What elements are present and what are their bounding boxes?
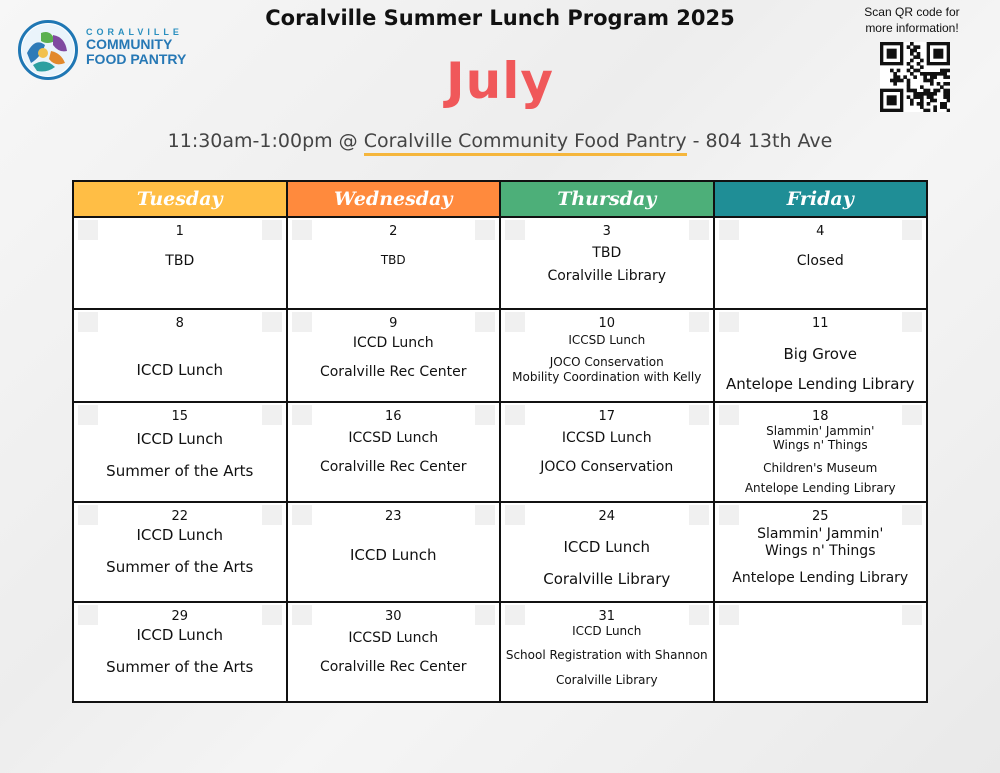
calendar-cell-content [501,603,713,701]
calendar-day-cell [73,602,287,702]
cell-corner-decoration [719,220,739,240]
calendar-week-row [73,402,927,502]
qr-module [917,69,921,73]
qr-module [907,69,911,73]
day-number: 30 [384,609,402,624]
qr-label-line-1: Scan QR code for [864,5,960,19]
day-number: 18 [811,409,829,424]
cell-corner-decoration [292,220,312,240]
qr-module [927,72,931,76]
event-line: Antelope Lending Library [744,481,896,496]
qr-module [943,89,947,93]
qr-module [920,65,924,69]
cell-corner-decoration [78,505,98,525]
calendar-day-cell [73,217,287,309]
month-title: July [446,52,554,110]
calendar-cell-content [715,218,927,308]
qr-module [920,95,924,99]
calendar-day-cell [500,309,714,402]
qr-module [943,69,947,73]
qr-module [940,72,944,76]
qr-module [920,99,924,103]
logo-line-1: CORALVILLE [86,27,183,37]
qr-module [907,82,911,86]
qr-module [943,95,947,99]
cell-corner-decoration [902,405,922,425]
calendar-day-cell [714,217,928,309]
cell-corner-decoration [902,312,922,332]
event-line: ICCD Lunch [352,335,434,351]
qr-module [930,92,934,96]
calendar-day-cell [500,502,714,602]
calendar-header-row [73,181,927,217]
event-line: ICCSD Lunch [561,430,652,446]
logo-line-3: FOOD PANTRY [86,51,187,68]
calendar-day-cell [714,402,928,502]
qr-module [943,102,947,106]
qr-module [907,45,911,49]
qr-module [933,109,937,112]
cell-corner-decoration [475,220,495,240]
cell-corner-decoration [475,605,495,625]
qr-label-line-2: more information! [865,21,959,35]
event-line: Antelope Lending Library [725,375,915,393]
qr-module [923,79,927,83]
event-line: TBD [380,253,406,267]
day-number: 9 [389,316,398,331]
event-line: Summer of the Arts [106,558,254,576]
qr-module [933,75,937,79]
qr-module [937,82,941,86]
qr-module [907,89,911,93]
header-thursday: Thursday [500,181,714,217]
qr-module [903,75,907,79]
calendar-day-cell [287,217,501,309]
qr-module [910,42,914,46]
qr-module [937,89,941,93]
address-text: - 804 13th Ave [692,130,833,152]
calendar-week-row [73,602,927,702]
qr-module [940,105,944,109]
calendar-cell-content [74,603,286,701]
event-line: Coralville Library [555,672,658,687]
qr-module [913,55,917,59]
cell-corner-decoration [505,505,525,525]
cell-corner-decoration [262,312,282,332]
event-line: Coralville Library [547,267,667,284]
qr-module [943,105,947,109]
qr-module [920,102,924,106]
calendar-cell-content [288,503,500,601]
cell-corner-decoration [505,405,525,425]
day-number: 11 [811,316,829,331]
day-number: 31 [598,609,616,624]
event-line: TBD [165,253,195,269]
qr-module [907,62,911,66]
event-line: Mobility Coordination with Kelly [512,369,702,384]
qr-module [910,102,914,106]
calendar-day-cell [500,402,714,502]
event-line: Children's Museum [763,460,878,475]
event-line: Coralville Library [543,570,671,588]
qr-module [910,72,914,76]
event-line: Coralville Rec Center [319,363,467,380]
calendar-day-cell [73,309,287,402]
qr-module [917,62,921,66]
calendar-day-cell [287,602,501,702]
event-line: Antelope Lending Library [732,569,909,586]
calendar-day-cell [287,502,501,602]
qr-module [920,72,924,76]
event-line: Closed [796,253,844,269]
cell-corner-decoration [292,605,312,625]
event-line: TBD [592,245,622,261]
event-line: Big Grove [783,345,857,363]
day-number: 24 [598,509,616,524]
qr-module [923,75,927,79]
day-number: 17 [598,409,616,424]
calendar-cell-content [501,218,713,308]
qr-module [923,109,927,112]
qr-module [887,95,897,105]
event-line: Slammin' Jammin' [766,424,875,438]
cell-corner-decoration [689,220,709,240]
cell-corner-decoration [505,605,525,625]
calendar-cell-content [74,218,286,308]
cell-corner-decoration [78,220,98,240]
day-number: 2 [389,224,398,239]
qr-module [913,92,917,96]
event-line: Wings n' Things [772,438,868,453]
qr-module [920,59,924,63]
calendar-day-cell [500,602,714,702]
cell-corner-decoration [689,405,709,425]
qr-module [897,69,901,73]
event-line: ICCD Lunch [136,626,224,644]
qr-module [940,102,944,106]
qr-module [907,85,911,89]
qr-module [913,49,917,53]
qr-module [893,72,897,76]
calendar-cell-content [288,218,500,308]
calendar-day-cell [73,502,287,602]
qr-module [907,79,911,83]
event-line: ICCD Lunch [136,430,224,448]
day-number: 15 [171,409,189,424]
event-line: ICCD Lunch [136,526,224,544]
day-number: 29 [171,609,189,624]
calendar-cell-content [74,310,286,401]
event-line: ICCSD Lunch [568,333,646,347]
qr-module [930,99,934,103]
calendar-cell-content [288,603,500,701]
calendar-table [72,180,928,703]
calendar-cell-content [288,403,500,501]
qr-module [943,75,947,79]
event-line: ICCSD Lunch [348,430,439,446]
event-line: Coralville Rec Center [319,658,467,675]
event-line: Coralville Rec Center [319,458,467,475]
schedule-subtitle [0,130,1000,152]
qr-module [887,49,897,59]
qr-module [927,92,931,96]
qr-module [917,55,921,59]
cell-corner-decoration [719,312,739,332]
calendar-day-cell [714,602,928,702]
qr-module [930,75,934,79]
qr-module [930,82,934,86]
location-text: Coralville Community Food Pantry [364,130,687,156]
day-number: 25 [811,509,829,524]
logo-line-2: COMMUNITY [86,36,173,53]
event-line: ICCD Lunch [563,538,651,556]
event-line: School Registration with Shannon [505,648,708,663]
qr-module [947,95,950,99]
qr-module [913,95,917,99]
event-line: JOCO Conservation [549,355,664,370]
qr-module [910,65,914,69]
qr-module [917,45,921,49]
qr-module [930,72,934,76]
qr-module [920,105,924,109]
day-number: 3 [602,224,611,239]
qr-module [913,69,917,73]
qr-module [927,95,931,99]
cell-corner-decoration [292,505,312,525]
calendar-day-cell [714,502,928,602]
qr-module [913,45,917,49]
cell-corner-decoration [505,220,525,240]
header-wednesday: Wednesday [287,181,501,217]
calendar-cell-content [715,503,927,601]
qr-module [943,92,947,96]
cell-corner-decoration [262,405,282,425]
qr-module [927,89,931,93]
calendar-cell-content [288,310,500,401]
qr-module [927,102,931,106]
calendar-cell-content [501,310,713,401]
event-line: ICCD Lunch [136,361,224,379]
qr-module [907,95,911,99]
day-number: 22 [171,509,189,524]
qr-module [920,92,924,96]
qr-module [930,79,934,83]
day-number: 23 [384,509,402,524]
calendar-week-row [73,217,927,309]
event-line: ICCD Lunch [349,546,437,564]
page-title: Coralville Summer Lunch Program 2025 [265,6,735,30]
qr-module [927,79,931,83]
qr-module [947,89,950,93]
calendar-cell-content [715,310,927,401]
calendar-cell-content [74,503,286,601]
qr-module [910,49,914,53]
qr-module [910,99,914,103]
qr-module [947,92,950,96]
qr-module [910,89,914,93]
event-line: Wings n' Things [765,542,876,559]
qr-module [940,85,944,89]
qr-code-icon[interactable] [880,42,950,112]
calendar-day-cell [714,309,928,402]
qr-module [890,79,894,83]
qr-module [947,99,950,103]
qr-module [897,79,901,83]
qr-module [923,89,927,93]
cell-corner-decoration [689,605,709,625]
qr-module [930,95,934,99]
calendar-cell-content [715,603,927,701]
cell-corner-decoration [902,220,922,240]
day-number: 16 [384,409,402,424]
day-number: 1 [175,224,184,239]
cell-corner-decoration [505,312,525,332]
qr-module [933,105,937,109]
qr-module [917,102,921,106]
qr-module [927,109,931,112]
cell-corner-decoration [719,405,739,425]
calendar-day-cell [287,309,501,402]
calendar-day-cell [73,402,287,502]
cell-corner-decoration [292,312,312,332]
cell-corner-decoration [78,405,98,425]
qr-module [913,89,917,93]
cell-corner-decoration [78,605,98,625]
qr-module [933,89,937,93]
cell-corner-decoration [719,605,739,625]
qr-module [947,109,950,112]
time-text: 11:30am-1:00pm @ [167,130,358,152]
cell-corner-decoration [689,505,709,525]
cell-corner-decoration [262,505,282,525]
qr-module [893,75,897,79]
qr-module [917,92,921,96]
qr-module [897,75,901,79]
event-line: JOCO Conservation [540,458,674,475]
event-line: ICCSD Lunch [348,630,439,646]
day-number: 8 [175,316,184,331]
calendar-day-cell [500,217,714,309]
qr-module [893,79,897,83]
cell-corner-decoration [902,505,922,525]
cell-corner-decoration [902,605,922,625]
calendar-day-cell [287,402,501,502]
qr-module [913,75,917,79]
calendar-cell-content [501,503,713,601]
qr-label [852,4,972,36]
day-number: 4 [816,224,825,239]
qr-module [947,75,950,79]
header-tuesday: Tuesday [73,181,287,217]
qr-module [943,82,947,86]
qr-module [893,82,897,86]
cell-corner-decoration [262,220,282,240]
qr-module [917,95,921,99]
qr-module [947,69,950,73]
calendar-week-row [73,309,927,402]
qr-module [910,59,914,63]
calendar-cell-content [501,403,713,501]
cell-corner-decoration [78,312,98,332]
qr-module [940,69,944,73]
qr-module [933,72,937,76]
qr-module [943,72,947,76]
event-line: Summer of the Arts [106,462,254,480]
qr-module [917,52,921,56]
header-friday: Friday [714,181,928,217]
cell-corner-decoration [689,312,709,332]
event-line: Summer of the Arts [106,658,254,676]
qr-module [933,49,943,59]
qr-module [947,82,950,86]
event-line: ICCD Lunch [572,624,642,638]
qr-module [920,85,924,89]
day-number: 10 [598,316,616,331]
cell-corner-decoration [719,505,739,525]
qr-module [890,69,894,73]
qr-module [937,72,941,76]
qr-module [900,79,904,83]
calendar-cell-content [74,403,286,501]
cell-corner-decoration [475,505,495,525]
cell-corner-decoration [292,405,312,425]
qr-module [923,72,927,76]
cell-corner-decoration [475,405,495,425]
cell-corner-decoration [475,312,495,332]
qr-module [933,99,937,103]
cell-corner-decoration [262,605,282,625]
event-line: Slammin' Jammin' [757,526,884,542]
calendar-week-row [73,502,927,602]
qr-module [933,92,937,96]
calendar-cell-content [715,403,927,501]
qr-module [910,52,914,56]
qr-module [923,92,927,96]
